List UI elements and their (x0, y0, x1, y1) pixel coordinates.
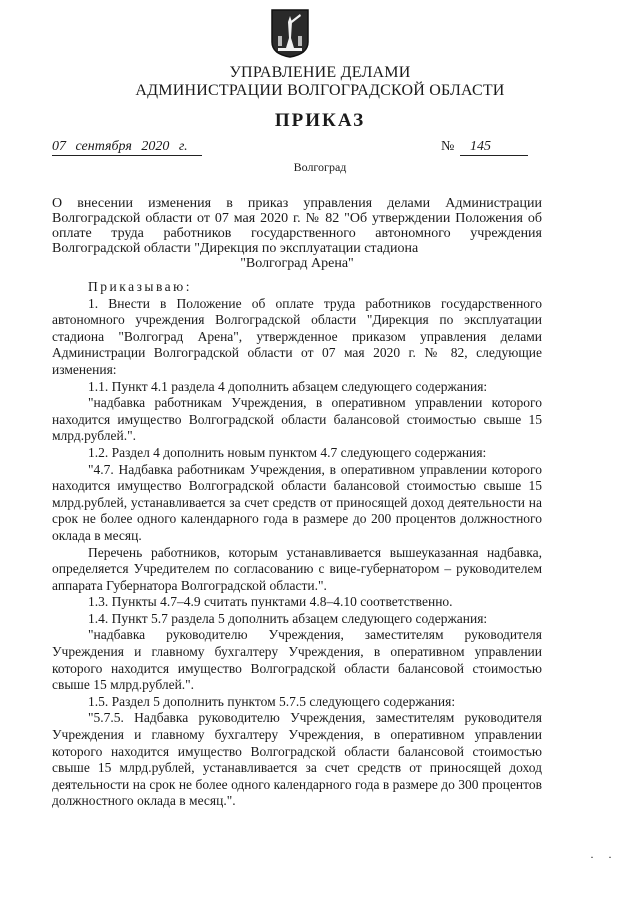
paragraph-1-3: 1.3. Пункты 4.7–4.9 считать пунктами 4.8–4.10 соответственно. (88, 594, 453, 610)
order-number: 145 (460, 139, 528, 156)
paragraph-1-2: 1.2. Раздел 4 дополнить новым пунктом 4.7 следующего содержания: (88, 444, 487, 460)
paragraph-1-4-quote: "надбавка руководителю Учреждения, заместителям руководителя Учреждения и главному бухгалтеру Учреждения, в оперативном управлении которого находится имущество Волгоградской области балансовой стоимостью свыше 15 млрд.рублей.". (52, 627, 542, 693)
org-name-line1: УПРАВЛЕНИЕ ДЕЛАМИ (229, 64, 411, 81)
city-name: Волгоград (293, 160, 347, 174)
subject-text: О внесении изменения в приказ управления делами Администрации Волгоградской области от 07 мая 2020 г. № 82 "Об утверждении Положения об оплате труда работников государственного автономного учреждения Волгоградской области "Дирекция по эксплуатации стадиона (52, 196, 542, 256)
document-type-title: ПРИКАЗ (274, 110, 366, 131)
paragraph-1: 1. Внести в Положение об оплате труда работников государственного автономного учреждения Волгоградской области "Дирекция по эксплуатации стадиона "Волгоград Арена", утвержденное приказом управления делами Администрации Волгоградской области от 07 мая 2020 г. № 82, следующие изменения: (52, 295, 542, 377)
paragraph-1-1: 1.1. Пункт 4.1 раздела 4 дополнить абзацем следующего содержания: (88, 378, 488, 394)
paragraph-1-4: 1.4. Пункт 5.7 раздела 5 дополнить абзацем следующего содержания: (88, 610, 488, 626)
paragraph-list-of-workers: Перечень работников, которым устанавливается вышеуказанная надбавка, определяется Учредителем по согласованию с вице-губернатором – руководителем аппарата Губернатора Волгоградской области.". (52, 544, 542, 593)
order-subject (52, 196, 542, 271)
org-name-line2: АДМИНИСТРАЦИИ ВОЛГОГРАДСКОЙ ОБЛАСТИ (135, 82, 505, 99)
volgograd-emblem-icon (270, 8, 310, 58)
order-body (52, 279, 542, 810)
scan-specks: ·· (590, 850, 626, 864)
subject-last-line: "Волгоград Арена" (240, 256, 354, 271)
paragraph-1-5: 1.5. Раздел 5 дополнить пунктом 5.7.5 следующего содержания: (88, 693, 456, 709)
paragraph-1-1-quote: "надбавка работникам Учреждения, в оперативном управлении которого находится имущество Волгоградской области балансовой стоимостью свыше 15 млрд.рублей.". (52, 395, 542, 444)
paragraph-5-7-5-quote: "5.7.5. Надбавка руководителю Учреждения, заместителям руководителя Учреждения и главному бухгалтеру Учреждения, в оперативном управлении которого находится имущество Волгоградской области балансовой стоимостью свыше 15 млрд.рублей, устанавливается за счет средств от приносящей доход деятельности на срок не более одного календарного года в размере до 300 процентов должностного оклада в месяц.". (52, 710, 542, 809)
order-word: Приказываю: (88, 279, 192, 294)
order-date: 07 сентября 2020 г. (52, 139, 202, 156)
number-sign: № (441, 139, 455, 154)
paragraph-4-7-quote: "4.7. Надбавка работникам Учреждения, в оперативном управлении которого находится имущество Волгоградской области балансовой стоимостью свыше 15 млрд.рублей, устанавливается за счет средств от приносящей доход деятельности на срок не более одного календарного года в размере до 200 процентов должностного оклада в месяц. (52, 461, 542, 543)
